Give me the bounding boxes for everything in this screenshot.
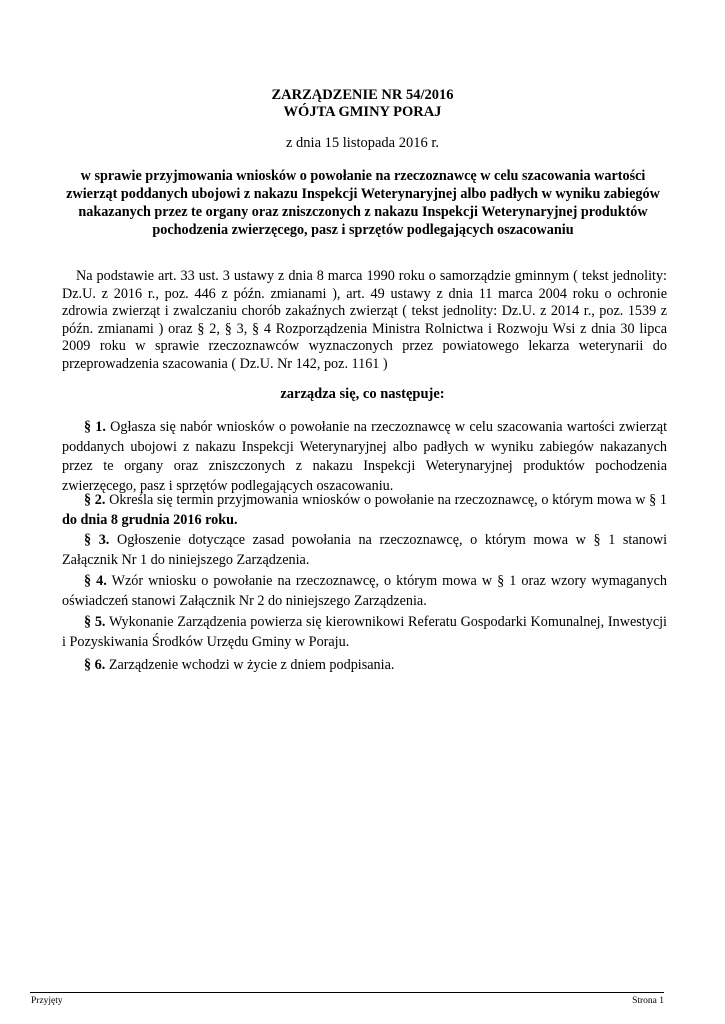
section-number: § 6. bbox=[84, 657, 106, 673]
document-date: z dnia 15 listopada 2016 r. bbox=[285, 135, 440, 151]
section-text: Wzór wniosku o powołanie na rzeczoznawcę, o którym mowa w § 1 oraz wzory wymaganych oświadczeń stanowi Załącznik Nr 2 do niniejszego Zarządzenia. bbox=[62, 573, 667, 609]
preamble: Na podstawie art. 33 ust. 3 ustawy z dnia 8 marca 1990 roku o samorządzie gminnym ( tekst jednolity: Dz.U. z 2016 r., poz. 446 z późn. zmianami ), art. 49 ustawy z dnia 11 marca 2004 roku o ochronie zdrowia zwierząt i zwalczaniu chorób zakaźnych zwierząt ( tekst jednolity: Dz.U. z 2014 r., poz. 1539 z późn. zmianami ) oraz § 2, § 3, § 4 Rozporządzenia Ministra Rolnictwa i Rozwoju Wsi z dnia 30 lipca 2009 roku w sprawie rzeczoznawców wyznaczonych przez powiatowego lekarza weterynarii do przeprowadzenia szacowania ( Dz.U. Nr 142, poz. 1161 ) bbox=[62, 268, 667, 372]
section-4 bbox=[62, 572, 667, 611]
section-2 bbox=[62, 491, 667, 530]
section-text: Zarządzenie wchodzi w życie z dniem podpisania. bbox=[108, 657, 395, 673]
section-1 bbox=[62, 418, 667, 496]
section-text: Ogłoszenie dotyczące zasad powołania na rzeczoznawcę, o którym mowa w § 1 stanowi Załącznik Nr 1 do niniejszego Zarządzenia. bbox=[62, 532, 668, 568]
section-number: § 5. bbox=[84, 614, 106, 630]
section-deadline: do dnia 8 grudnia 2016 roku. bbox=[62, 511, 238, 528]
footer-divider bbox=[30, 992, 664, 993]
title-line-2: WÓJTA GMINY PORAJ bbox=[283, 104, 442, 120]
title-line-1: ZARZĄDZENIE NR 54/2016 bbox=[271, 87, 454, 103]
footer-page-number: Strona 1 bbox=[632, 996, 664, 1006]
footer-status: Przyjęty bbox=[31, 996, 63, 1006]
section-6 bbox=[62, 656, 667, 676]
section-number: § 1. bbox=[84, 419, 106, 435]
document-subject: w sprawie przyjmowania wniosków o powołanie na rzeczoznawcę w celu szacowania wartości zwierząt poddanych ubojowi z nakazu Inspekcji Weterynaryjnej albo padłych w wyniku zabiegów nakazanych przez te organy oraz zniszczonych z nakazu Inspekcji Weterynaryjnej produktów pochodzenia zwierzęcego, pasz i sprzętów podlegających oszacowaniu bbox=[66, 168, 660, 238]
decree-heading: zarządza się, co następuje: bbox=[280, 386, 445, 402]
section-text: Wykonanie Zarządzenia powierza się kierownikowi Referatu Gospodarki Komunalnej, Inwestycji i Pozyskiwania Środków Urzędu Gminy w Poraju. bbox=[62, 614, 667, 650]
section-3 bbox=[62, 531, 667, 570]
section-text: Ogłasza się nabór wniosków o powołanie na rzeczoznawcę w celu szacowania wartości zwierząt poddanych ubojowi z nakazu Inspekcji Weterynaryjnej albo padłych w wyniku zabiegów nakazanych przez te organy oraz zniszczonych z nakazu Inspekcji Weterynaryjnej produktów pochodzenia zwierzęcego, pasz i sprzętów podlegających oszacowaniu. bbox=[62, 419, 668, 494]
section-number: § 4. bbox=[84, 573, 107, 589]
section-text: Określa się termin przyjmowania wniosków o powołanie na rzeczoznawcę, o którym mowa w § 1 bbox=[109, 492, 668, 508]
section-number: § 3. bbox=[84, 532, 110, 548]
section-5 bbox=[62, 613, 667, 652]
section-number: § 2. bbox=[84, 492, 106, 508]
